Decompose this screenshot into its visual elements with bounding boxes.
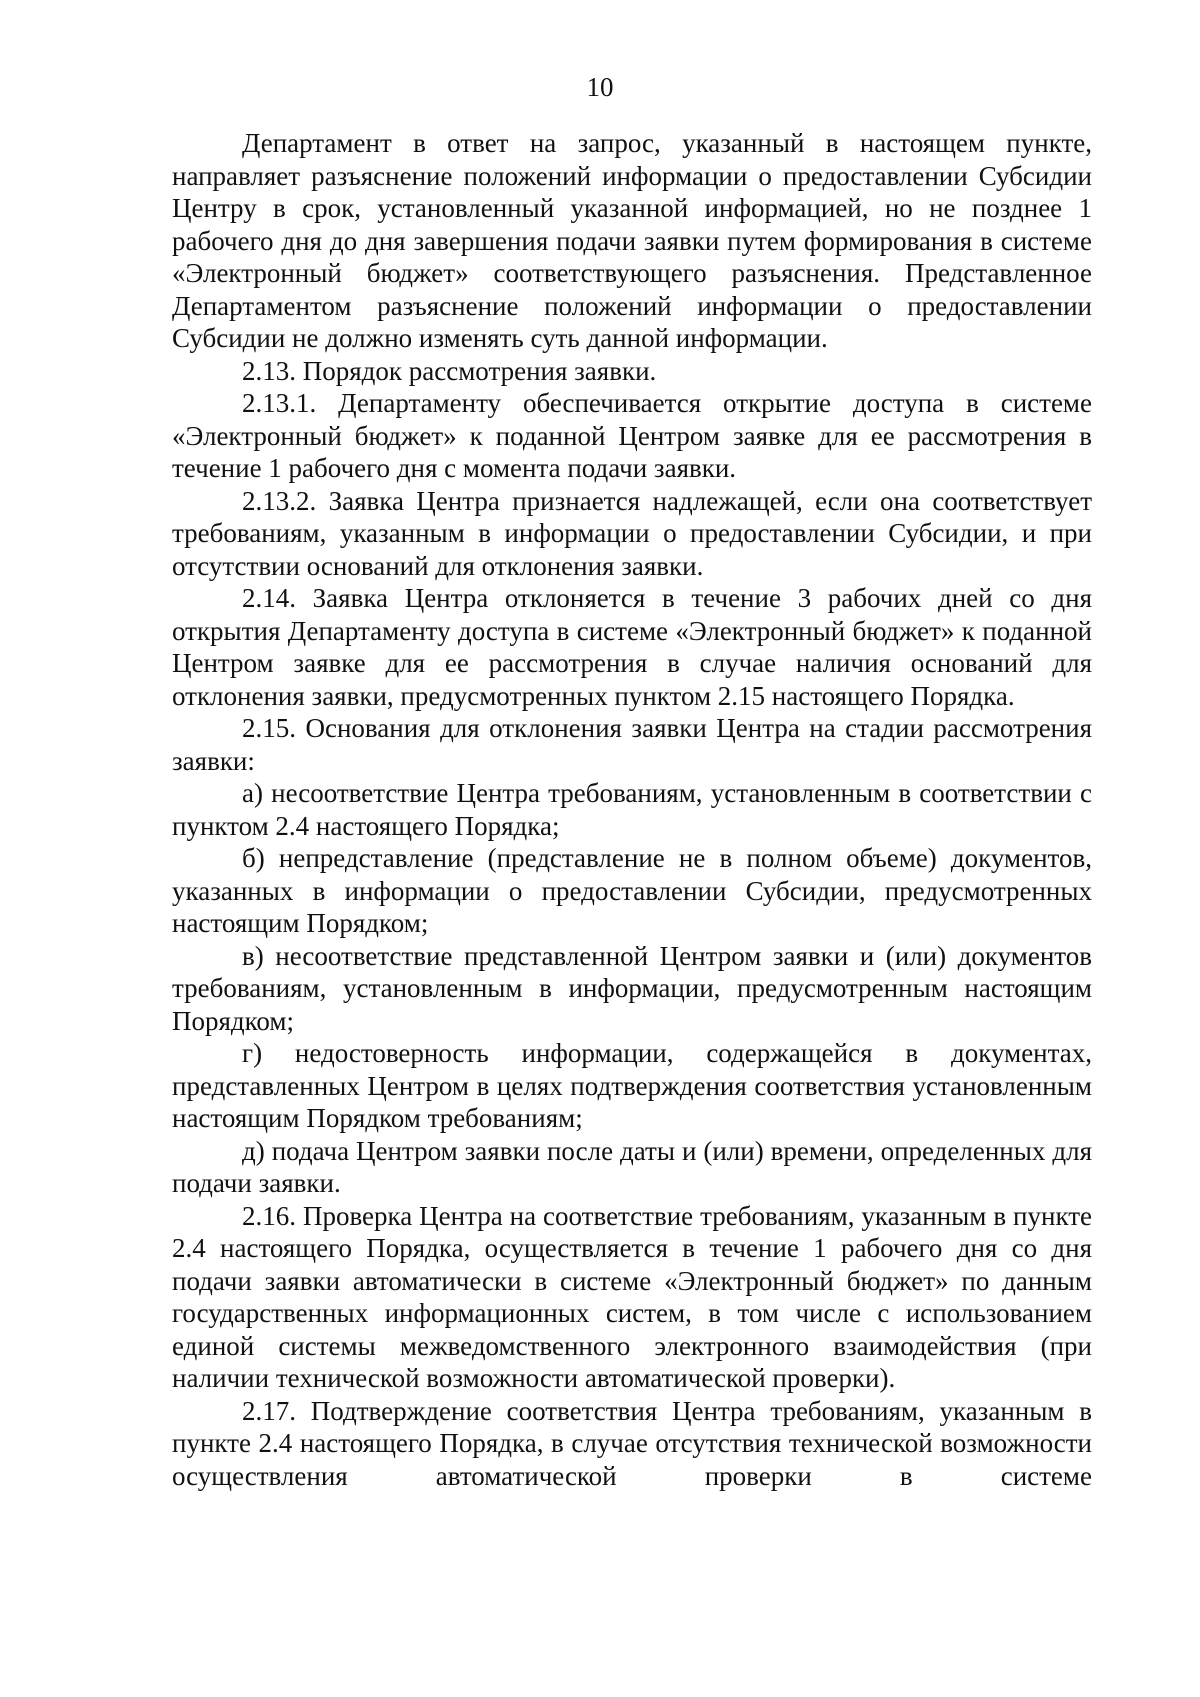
paragraph-department-response: Департамент в ответ на запрос, указанный в настоящем пункте, направляет разъяснение положений информации о предоставлении Субсидии Центру в срок, установленный указанной информацией, но не позднее 1 рабочего дня до дня завершения подачи заявки путем формирования в системе «Электронный бюджет» соответствующего разъяснения. Представленное Департаментом разъяснение положений информации о предоставлении Субсидии не должно изменять суть данной информации. (172, 128, 1092, 353)
list-item-d: д) подача Центром заявки после даты и (или) времени, определенных для подачи заявки. (172, 1135, 1092, 1198)
paragraph-2-13-1: 2.13.1. Департаменту обеспечивается открытие доступа в системе «Электронный бюджет» к поданной Центром заявке для ее рассмотрения в течение 1 рабочего дня с момента подачи заявки. (172, 388, 1092, 483)
paragraph-2-17: 2.17. Подтверждение соответствия Центра требованиям, указанным в пункте 2.4 настоящего Порядка, в случае отсутствия технической возможности осуществления автоматической проверки в системе (172, 1395, 1092, 1491)
paragraph-2-13-2: 2.13.2. Заявка Центра признается надлежащей, если она соответствует требованиям, указанным в информации о предоставлении Субсидии, и при отсутствии оснований для отклонения заявки. (172, 485, 1092, 581)
list-item-g: г) недостоверность информации, содержащейся в документах, представленных Центром в целях подтверждения соответствия установленным настоящим Порядком требованиям; (172, 1038, 1092, 1133)
list-item-v: в) несоответствие представленной Центром заявки и (или) документов требованиям, установленным в информации, предусмотренным настоящим Порядком; (172, 940, 1092, 1036)
document-body (172, 127, 1092, 1492)
paragraph-2-13: 2.13. Порядок рассмотрения заявки. (242, 355, 657, 386)
paragraph-2-15: 2.15. Основания для отклонения заявки Центра на стадии рассмотрения заявки: (172, 713, 1092, 776)
paragraph-2-16: 2.16. Проверка Центра на соответствие требованиям, указанным в пункте 2.4 настоящего Порядка, осуществляется в течение 1 рабочего дня со дня подачи заявки автоматически в системе «Электронный бюджет» по данным государственных информационных систем, в том числе с использованием единой системы межведомственного электронного взаимодействия (при наличии технической возможности автоматической проверки). (172, 1200, 1092, 1393)
paragraph-2-14: 2.14. Заявка Центра отклоняется в течение 3 рабочих дней со дня открытия Департаменту доступа в системе «Электронный бюджет» к поданной Центром заявке для ее рассмотрения в случае наличия оснований для отклонения заявки, предусмотренных пунктом 2.15 настоящего Порядка. (172, 583, 1092, 711)
page-number: 10 (586, 72, 614, 102)
list-item-b: б) непредставление (представление не в полном объеме) документов, указанных в информации о предоставлении Субсидии, предусмотренных настоящим Порядком; (172, 843, 1092, 938)
list-item-a: а) несоответствие Центра требованиям, установленным в соответствии с пунктом 2.4 настоящего Порядка; (172, 778, 1092, 841)
